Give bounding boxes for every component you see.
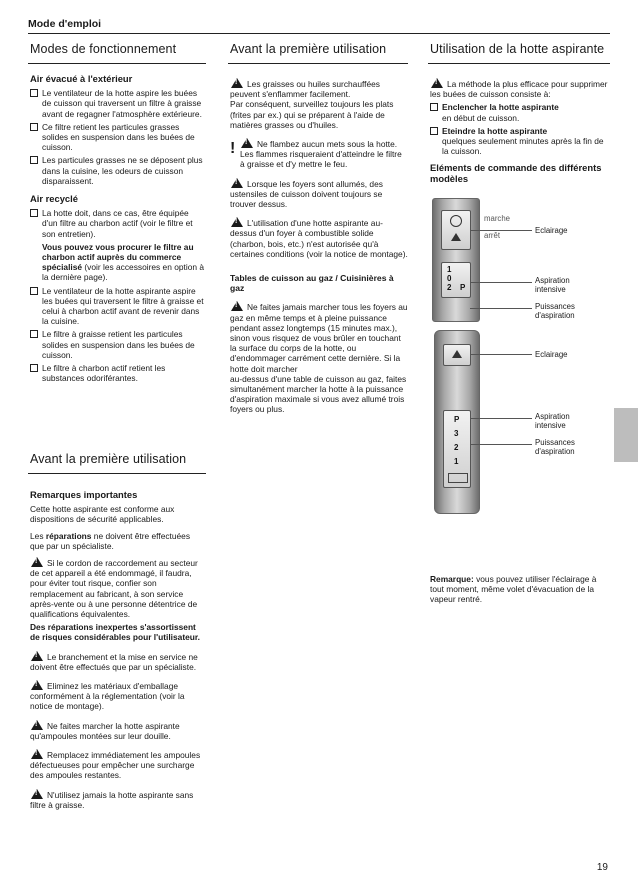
section-rule-utilisation [428, 63, 610, 64]
checkbox-bullet-icon [30, 287, 38, 295]
warning-icon [231, 78, 243, 88]
warning-paragraph: !Lorsque les foyers sont allumés, des ustensiles de cuisson doivent toujours se trouver dessus. [230, 178, 408, 210]
checkbox-bullet-icon [30, 209, 38, 217]
label-aspiration-1: Aspiration intensive [535, 276, 570, 294]
leader-line [470, 308, 532, 309]
warning-paragraph: !Les graisses ou huiles surchauffées peuvent s'enflammer facilement. [230, 78, 408, 99]
warning-paragraph: !Ne faites marcher la hotte aspirante qu'ampoules montées sur leur douille. [30, 720, 206, 741]
leader-line [470, 444, 532, 445]
header-rule [28, 33, 610, 34]
warning-paragraph: !Si le cordon de raccordement au secteur de cet appareil a été endommagé, il faudra, pour éviter tout risque, confier son remplacement au fabricant, à son service après-vente ou à une personne détentrice de qualifications équivalentes. [30, 557, 206, 619]
paragraph-bold: Des réparations inexpertes s'assortissent de risques considérables pour l'utilisateur. [30, 622, 201, 643]
label-arret: arrêt [484, 231, 501, 240]
leader-line [470, 282, 532, 283]
heading-air-exterieur: Air évacué à l'extérieur [30, 73, 133, 84]
key-1: 1 [447, 265, 452, 274]
fan-speed-switch[interactable] [441, 262, 471, 298]
heading-gas: Tables de cuisson au gaz / Cuisinières à gaz [230, 273, 394, 294]
label-puissances-2: Puissances d'aspiration [535, 438, 575, 456]
fan-speed-buttons[interactable] [443, 410, 471, 488]
warning-icon [31, 680, 43, 690]
checkbox-bullet-icon [30, 156, 38, 164]
switch-circle [450, 215, 462, 227]
checkbox-bullet-icon [30, 330, 38, 338]
section-title-avant-left: Avant la première utilisation [30, 452, 187, 466]
warning-paragraph: !Remplacez immédiatement les ampoules défectueuses pour empêcher une surcharge des ampoules restantes. [30, 749, 206, 781]
paragraph: Par conséquent, surveillez toujours les plats (frites par ex.) qui se préparent à l'aide de matières grasses ou d'huiles. [230, 99, 394, 130]
warning-icon [231, 178, 243, 188]
warning-paragraph: !Eliminez les matériaux d'emballage conformément à la réglementation (voir la notice de montage). [30, 680, 206, 712]
paragraph: au-dessus d'une table de cuisson au gaz, faites simultanément marcher la hotte à la puissance d'aspiration maximale si vous avez allumé trois foyers ou plus. [230, 373, 407, 415]
avant-mid-column [230, 78, 408, 421]
heading-elements: Eléments de commande des différents modèles [430, 162, 602, 185]
list-item: Le ventilateur de la hotte aspirante aspire les buées qui traversent le filtre à graisse et celui à charbon actif avant de revenir dans la cuisine. [30, 286, 206, 327]
warning-icon [31, 749, 43, 759]
section-rule-avant-left [28, 473, 206, 474]
list-item: Le filtre à charbon actif retient les substances odoriférantes. [30, 363, 206, 383]
warning-icon [31, 789, 43, 799]
list-item: Les particules grasses ne se déposent plus dans la cuisine, les odeurs de cuisson disparaissent. [30, 155, 206, 186]
key-0: 0 [447, 274, 452, 283]
leader-line [470, 418, 532, 419]
leader-line [470, 230, 532, 231]
warning-icon [231, 217, 243, 227]
heading-remarques: Remarques importantes [30, 489, 138, 500]
light-switch[interactable] [441, 210, 471, 250]
checkbox-bullet-icon [30, 123, 38, 131]
section-title-avant-mid: Avant la première utilisation [230, 42, 387, 56]
paragraph: Les réparations ne doivent être effectuées que par un spécialiste. [30, 530, 191, 551]
warning-paragraph: !L'utilisation d'une hotte aspirante au-dessus d'un foyer à combustible solide (charbon, bois, etc.) n'est autorisée qu'à certaines conditions (voir la notice de montage). [230, 217, 408, 259]
paragraph: Cette hotte aspirante est conforme aux dispositions de sécurité applicables. [30, 504, 175, 525]
list-item: Le ventilateur de la hotte aspire les buées de cuisson qui traversent un filtre à graisse avant de regagner l'atmosphère extérieure. [30, 88, 206, 119]
light-button[interactable] [443, 344, 471, 366]
lamp-icon [452, 350, 462, 358]
section-title-modes: Modes de fonctionnement [30, 42, 177, 56]
lamp-icon [451, 233, 461, 241]
warning-icon [241, 138, 253, 148]
warning-paragraph: ! ! Ne flambez aucun mets sous la hotte. Les flammes risqueraient d'atteindre le filtre à graisse et d'y mettre le feu. [230, 138, 408, 170]
section-rule-avant-mid [228, 63, 408, 64]
warning-icon [31, 557, 43, 567]
warning-icon [431, 78, 443, 88]
page-number: 19 [596, 862, 608, 873]
checkbox-bullet-icon [430, 103, 438, 111]
indicator-slot [448, 473, 468, 483]
section-rule-modes [28, 63, 206, 64]
modes-column [30, 74, 206, 386]
list-item: La hotte doit, dans ce cas, être équipée d'un filtre au charbon actif (voir le filtre et son entretien). [30, 208, 206, 239]
warning-paragraph: !N'utilisez jamais la hotte aspirante sans filtre à graisse. [30, 789, 206, 810]
key-3: 3 [454, 429, 459, 438]
exclamation-icon: ! [230, 140, 236, 158]
list-item: Le filtre à graisse retient les particules solides en suspension dans les buées de cuisson. [30, 329, 206, 360]
utilisation-column [430, 78, 608, 188]
key-p: P [460, 283, 466, 292]
checkbox-bullet-icon [30, 364, 38, 372]
label-marche: marche [484, 214, 510, 223]
checkbox-bullet-icon [30, 89, 38, 97]
document-header-label: Mode d'emploi [28, 18, 102, 30]
charcoal-filter-note: Vous pouvez vous procurer le filtre au charbon actif auprès du commerce spécialisé (voir les accessoires en option à la dernière page). [42, 241, 205, 283]
warning-paragraph: !La méthode la plus efficace pour supprimer les buées de cuisson consiste à: [430, 78, 608, 99]
warning-icon [31, 651, 43, 661]
leader-line [470, 354, 532, 355]
heading-air-recycle: Air recyclé [30, 193, 78, 205]
section-title-utilisation: Utilisation de la hotte aspirante [430, 42, 605, 56]
warning-paragraph: !Le branchement et la mise en service ne doivent être effectués que par un spécialiste. [30, 651, 206, 672]
key-1: 1 [454, 457, 459, 466]
key-2: 2 [454, 443, 459, 452]
page-edge-tab [614, 408, 638, 462]
label-eclairage-2: Eclairage [535, 350, 568, 359]
label-puissances-1: Puissances d'aspiration [535, 302, 575, 320]
list-item: Ce filtre retient les particules grasses solides en suspension dans les buées de cuisson. [30, 122, 206, 153]
warning-icon [231, 301, 243, 311]
warning-paragraph: !Ne faites jamais marcher tous les foyers au gaz en même temps et à pleine puissance pendant assez longtemps (15 minutes max.), sinon vous risquez de vous brûler en touchant la surface du corps de la hotte, ou d'endommager carrément cette dernière. Si la hotte doit marcher [230, 301, 408, 373]
list-item: Eteindre la hotte aspirante quelques seulement minutes après la fin de la cuisson. [430, 126, 608, 157]
avant-left-column [30, 490, 206, 816]
checkbox-bullet-icon [430, 127, 438, 135]
key-p: P [454, 415, 460, 424]
remark-paragraph: Remarque: vous pouvez utiliser l'éclairage à tout moment, même volet d'évacuation de la vapeur rentré. [430, 574, 597, 605]
label-aspiration-2: Aspiration intensive [535, 412, 570, 430]
key-2: 2 [447, 283, 452, 292]
warning-icon [31, 720, 43, 730]
list-item: Enclencher la hotte aspirante en début de cuisson. [430, 102, 608, 122]
label-eclairage-1: Eclairage [535, 226, 568, 235]
